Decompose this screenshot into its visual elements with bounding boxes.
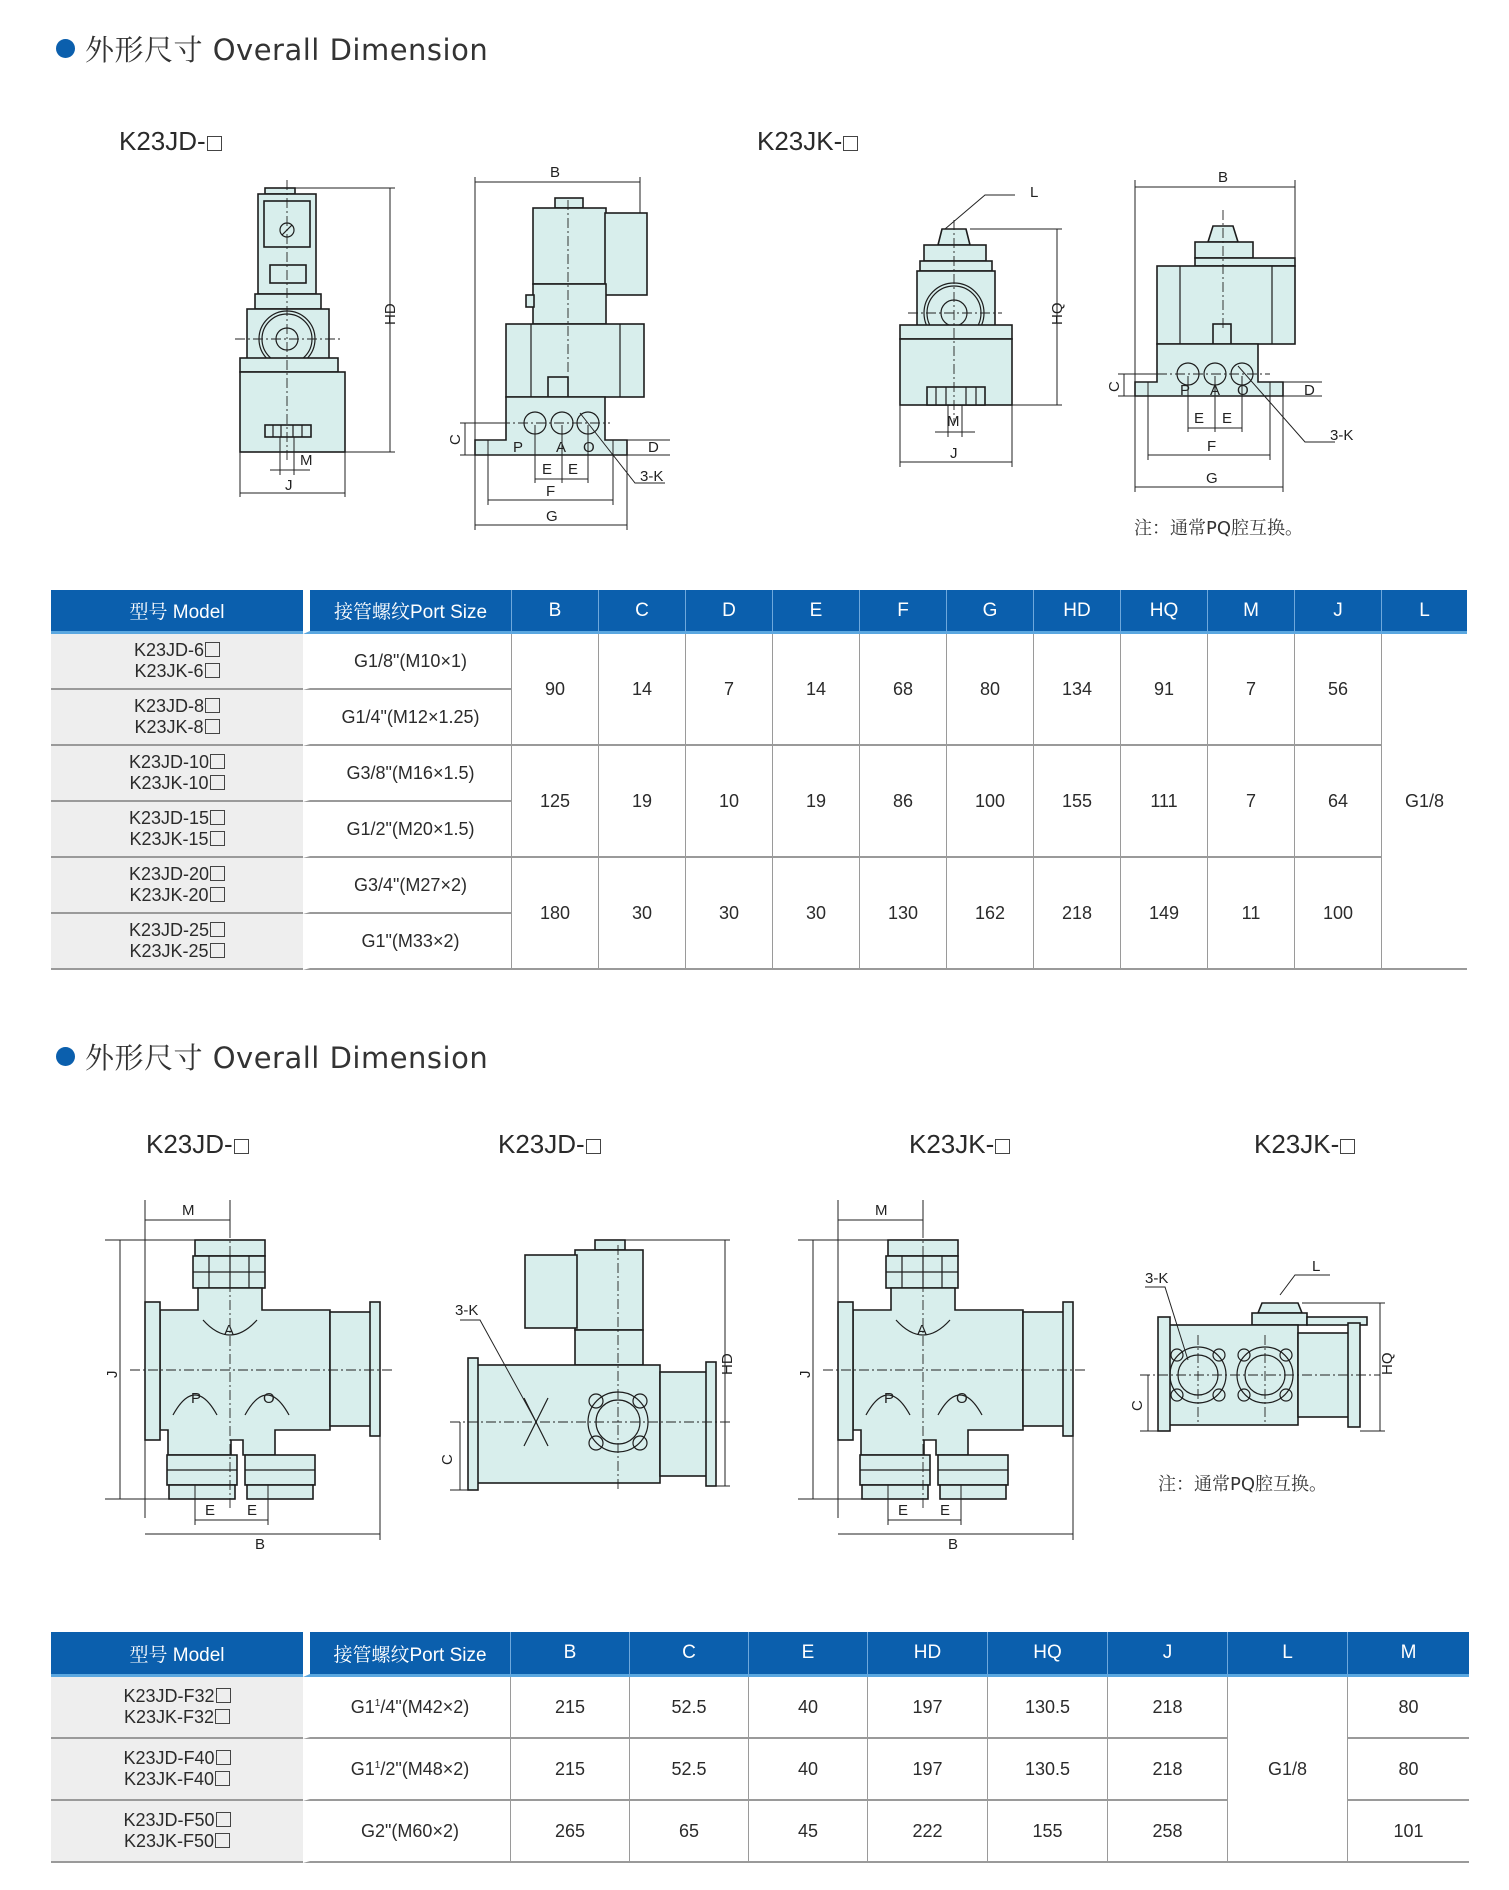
svg-text:C: C <box>1106 381 1123 392</box>
value-f: 86 <box>859 746 946 858</box>
value-e: 19 <box>772 746 859 858</box>
value-c: 52.5 <box>629 1677 748 1739</box>
drawing-title-k23jd <box>119 126 222 157</box>
value-b: 180 <box>511 858 598 970</box>
svg-text:3-K: 3-K <box>455 1302 479 1319</box>
col-header-model: 型号 Model <box>51 590 303 634</box>
svg-text:F: F <box>1207 438 1217 455</box>
k23jk-flange-side-view-drawing <box>1130 1235 1430 1435</box>
value-j: 56 <box>1294 634 1381 746</box>
col-header-hd: HD <box>867 1632 987 1677</box>
placeholder-box-icon <box>995 1139 1010 1154</box>
svg-text:C: C <box>447 434 464 445</box>
value-j: 218 <box>1107 1739 1227 1801</box>
svg-text:D: D <box>648 439 659 456</box>
svg-text:3-K: 3-K <box>1330 427 1354 444</box>
svg-text:M: M <box>947 413 960 430</box>
svg-text:E: E <box>898 1502 909 1519</box>
col-header-d: D <box>685 590 772 634</box>
svg-text:G: G <box>1206 470 1218 487</box>
value-j: 100 <box>1294 858 1381 970</box>
col-header-c: C <box>598 590 685 634</box>
value-b: 215 <box>510 1677 629 1739</box>
drawing-title-text: K23JK- <box>909 1129 995 1159</box>
model-cell: K23JD-F50 K23JK-F50 <box>51 1801 303 1863</box>
svg-text:3-K: 3-K <box>1145 1270 1169 1287</box>
svg-text:B: B <box>255 1536 266 1553</box>
col-header-l: L <box>1381 590 1467 634</box>
col-header-m: M <box>1207 590 1294 634</box>
value-hq: 130.5 <box>987 1739 1107 1801</box>
value-hq: 111 <box>1120 746 1207 858</box>
value-c: 19 <box>598 746 685 858</box>
svg-text:F: F <box>546 483 556 500</box>
table-row <box>51 746 1467 802</box>
svg-text:C: C <box>439 1454 456 1465</box>
dimension-table-1 <box>51 590 1467 970</box>
port-size-cell: $G1^1/2"(M48\times 2)$ <box>303 1739 510 1801</box>
svg-text:P: P <box>1180 382 1191 399</box>
col-header-hq: HQ <box>987 1632 1107 1677</box>
svg-text:B: B <box>948 1536 959 1553</box>
svg-text:E: E <box>542 461 553 478</box>
drawing-title-k23jd-b <box>498 1129 601 1160</box>
svg-text:E: E <box>205 1502 216 1519</box>
svg-text:M: M <box>875 1202 888 1219</box>
drawing-title-k23jk-b <box>1254 1129 1355 1160</box>
value-e: 40 <box>748 1677 867 1739</box>
port-size-cell: G3/8"(M16×1.5) <box>303 746 511 802</box>
value-d: 10 <box>685 746 772 858</box>
placeholder-box-icon <box>586 1139 601 1154</box>
col-header-hd: HD <box>1033 590 1120 634</box>
k23jk-flange-top-view-drawing <box>797 1200 1078 1553</box>
k23jk-front-view-drawing <box>890 175 1090 485</box>
value-j: 258 <box>1107 1801 1227 1863</box>
value-hq: 91 <box>1120 634 1207 746</box>
bullet-dot-icon <box>56 39 75 58</box>
value-l: G1/8 <box>1381 634 1467 970</box>
value-d: 30 <box>685 858 772 970</box>
svg-text:E: E <box>940 1502 951 1519</box>
svg-text:D: D <box>1304 382 1315 399</box>
table-row <box>51 634 1467 690</box>
col-header-model: 型号 Model <box>51 1632 303 1677</box>
drawing-title-text: K23JK- <box>1254 1129 1340 1159</box>
value-hq: 130.5 <box>987 1677 1107 1739</box>
value-c: 65 <box>629 1801 748 1863</box>
model-cell: K23JD-F40 K23JK-F40 <box>51 1739 303 1801</box>
drawing-title-text: K23JD- <box>498 1129 585 1159</box>
placeholder-box-icon <box>843 136 858 151</box>
svg-text:HQ: HQ <box>1049 302 1066 325</box>
value-b: 125 <box>511 746 598 858</box>
k23jd-side-view-drawing <box>440 165 700 535</box>
value-hd: 197 <box>867 1739 987 1801</box>
value-m: 101 <box>1347 1801 1469 1863</box>
value-g: 80 <box>946 634 1033 746</box>
col-header-l: L <box>1227 1632 1347 1677</box>
svg-text:P: P <box>191 1390 202 1407</box>
value-hd: 218 <box>1033 858 1120 970</box>
svg-text:M: M <box>300 452 313 469</box>
port-size-cell: G3/4"(M27×2) <box>303 858 511 914</box>
k23jd-flange-side-view-drawing <box>440 1230 740 1470</box>
svg-text:C: C <box>1129 1400 1146 1411</box>
model-cell: K23JD-20 K23JK-20 <box>51 858 303 914</box>
placeholder-box-icon <box>207 136 222 151</box>
svg-text:O: O <box>956 1390 968 1407</box>
note-pq-interchange-2: 注：通常PQ腔互换。 <box>1158 1474 1328 1495</box>
value-m: 7 <box>1207 746 1294 858</box>
value-hd: 197 <box>867 1677 987 1739</box>
value-j: 218 <box>1107 1677 1227 1739</box>
value-hd: 222 <box>867 1801 987 1863</box>
svg-text:G: G <box>546 508 558 525</box>
svg-text:E: E <box>1222 410 1233 427</box>
placeholder-box-icon <box>1340 1139 1355 1154</box>
drawing-title-k23jd-a <box>146 1129 249 1160</box>
value-e: 40 <box>748 1739 867 1801</box>
dimension-table-2 <box>51 1632 1469 1863</box>
table-row <box>51 858 1467 914</box>
value-f: 68 <box>859 634 946 746</box>
svg-text:A: A <box>917 1322 928 1339</box>
port-size-cell: G1/8"(M10×1) <box>303 634 511 690</box>
drawing-title-text: K23JK- <box>757 126 843 156</box>
section-heading-2 <box>56 1036 488 1077</box>
section-heading-text: 外形尺寸 Overall Dimension <box>85 33 489 67</box>
value-e: 14 <box>772 634 859 746</box>
svg-text:O: O <box>583 439 595 456</box>
col-header-b: B <box>510 1632 629 1677</box>
col-header-m: M <box>1347 1632 1469 1677</box>
svg-text:A: A <box>224 1322 235 1339</box>
svg-text:3-K: 3-K <box>640 468 664 485</box>
table-row <box>51 1677 1469 1739</box>
value-l: G1/8 <box>1227 1677 1347 1863</box>
svg-text:J: J <box>950 445 958 462</box>
svg-text:HQ: HQ <box>1379 1352 1396 1375</box>
value-m: 11 <box>1207 858 1294 970</box>
value-hd: 155 <box>1033 746 1120 858</box>
port-size-cell: $G1^1/4"(M42\times 2)$ <box>303 1677 510 1739</box>
model-cell: K23JD-15 K23JK-15 <box>51 802 303 858</box>
value-e: 30 <box>772 858 859 970</box>
svg-text:J: J <box>285 477 293 494</box>
svg-text:A: A <box>556 439 567 456</box>
model-cell: K23JD-8 K23JK-8 <box>51 690 303 746</box>
svg-text:J: J <box>104 1370 121 1378</box>
svg-text:J: J <box>797 1370 814 1378</box>
svg-text:E: E <box>568 461 579 478</box>
col-header-c: C <box>629 1632 748 1677</box>
value-e: 45 <box>748 1801 867 1863</box>
value-d: 7 <box>685 634 772 746</box>
placeholder-box-icon <box>234 1139 249 1154</box>
value-g: 100 <box>946 746 1033 858</box>
svg-text:HD: HD <box>719 1353 736 1375</box>
svg-text:E: E <box>247 1502 258 1519</box>
port-size-cell: G1"(M33×2) <box>303 914 511 970</box>
col-header-j: J <box>1107 1632 1227 1677</box>
col-header-hq: HQ <box>1120 590 1207 634</box>
note-pq-interchange-1: 注：通常PQ腔互换。 <box>1134 518 1304 539</box>
k23jk-side-view-drawing <box>1100 170 1380 500</box>
svg-text:P: P <box>513 439 524 456</box>
value-m: 80 <box>1347 1677 1469 1739</box>
value-c: 52.5 <box>629 1739 748 1801</box>
svg-text:M: M <box>182 1202 195 1219</box>
k23jd-flange-top-view-drawing <box>104 1200 385 1553</box>
col-header-g: G <box>946 590 1033 634</box>
value-f: 130 <box>859 858 946 970</box>
value-j: 64 <box>1294 746 1381 858</box>
value-c: 30 <box>598 858 685 970</box>
drawing-title-text: K23JD- <box>119 126 206 156</box>
col-header-f: F <box>859 590 946 634</box>
model-cell: K23JD-10 K23JK-10 <box>51 746 303 802</box>
svg-text:HD: HD <box>382 303 399 325</box>
model-cell: K23JD-25 K23JK-25 <box>51 914 303 970</box>
port-size-cell: G1/4"(M12×1.25) <box>303 690 511 746</box>
svg-text:O: O <box>1237 382 1249 399</box>
value-hq: 155 <box>987 1801 1107 1863</box>
col-header-e: E <box>748 1632 867 1677</box>
value-c: 14 <box>598 634 685 746</box>
svg-text:E: E <box>1194 410 1205 427</box>
col-header-e: E <box>772 590 859 634</box>
port-size-cell: G1/2"(M20×1.5) <box>303 802 511 858</box>
svg-text:P: P <box>884 1390 895 1407</box>
drawing-title-k23jk <box>757 126 858 157</box>
svg-text:B: B <box>550 164 561 181</box>
section-heading-1 <box>56 28 488 69</box>
model-cell: K23JD-F32 K23JK-F32 <box>51 1677 303 1739</box>
value-m: 80 <box>1347 1739 1469 1801</box>
drawing-title-text: K23JD- <box>146 1129 233 1159</box>
value-hd: 134 <box>1033 634 1120 746</box>
col-header-port-size: 接管螺纹Port Size <box>303 1632 510 1677</box>
value-g: 162 <box>946 858 1033 970</box>
value-b: 215 <box>510 1739 629 1801</box>
col-header-b: B <box>511 590 598 634</box>
value-b: 265 <box>510 1801 629 1863</box>
section-heading-text: 外形尺寸 Overall Dimension <box>85 1041 489 1075</box>
svg-text:B: B <box>1218 169 1229 186</box>
value-b: 90 <box>511 634 598 746</box>
col-header-port-size: 接管螺纹Port Size <box>303 590 511 634</box>
svg-text:A: A <box>1210 382 1221 399</box>
value-m: 7 <box>1207 634 1294 746</box>
svg-text:L: L <box>1030 184 1039 201</box>
bullet-dot-icon <box>56 1047 75 1066</box>
value-hq: 149 <box>1120 858 1207 970</box>
col-header-j: J <box>1294 590 1381 634</box>
drawing-title-k23jk-a <box>909 1129 1010 1160</box>
model-cell: K23JD-6 K23JK-6 <box>51 634 303 690</box>
svg-text:L: L <box>1312 1258 1321 1275</box>
k23jd-front-view-drawing <box>230 175 430 505</box>
svg-text:O: O <box>263 1390 275 1407</box>
port-size-cell: G2"(M60×2) <box>303 1801 510 1863</box>
